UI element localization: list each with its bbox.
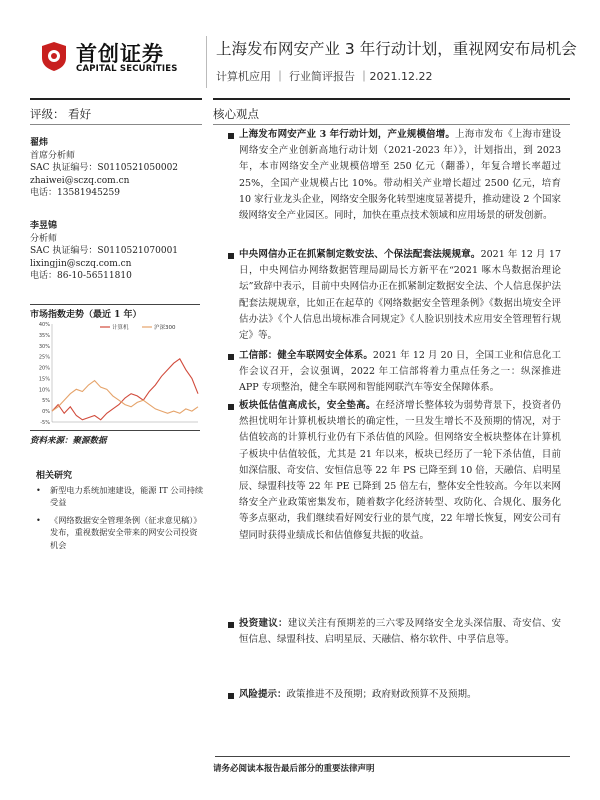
report-subtitle: 计算机应用 ｜ 行业简评报告 ｜2021.12.22 <box>216 70 433 83</box>
paragraph-text: 2021 年 12 月 20 日，全国工业和信息化工作会议召开，会议强调，2022 年工信部将着力重点任务之一：纵深推进 APP 专项整治，健全车联网和智能网联汽车等安全保障体系。 <box>239 350 561 394</box>
logo-english-name: CAPITAL SECURITIES <box>76 64 178 74</box>
analyst-email[interactable]: zhaiwei@sczq.com.cn <box>30 175 130 186</box>
analyst-card <box>30 220 178 283</box>
square-bullet-icon <box>228 354 234 360</box>
paragraph-lead: 投资建议： <box>239 618 288 629</box>
analyst-sac: SAC 执证编号：S0110521070001 <box>30 246 179 257</box>
viewpoint-paragraph <box>239 127 561 224</box>
square-bullet-icon <box>228 404 234 410</box>
chart-bottom-rule <box>30 430 200 431</box>
paragraph-text: 政策推进不及预期；政府财政预算不及预期。 <box>286 689 477 700</box>
report-title: 上海发布网安产业 3 年行动计划，重视网安布局机会 <box>216 40 577 58</box>
analyst-name: 李昱锦 <box>30 221 58 231</box>
main-rule <box>213 124 570 125</box>
bullet-icon: • <box>36 485 41 495</box>
analyst-sac: SAC 执证编号：S0110521050002 <box>30 163 179 174</box>
y-tick-label: 0% <box>42 409 50 416</box>
analyst-phone: 电话：86-10-56511810 <box>30 271 132 282</box>
y-tick-label: 25% <box>38 354 50 361</box>
company-logo <box>38 40 208 80</box>
y-tick-label: 20% <box>38 365 50 372</box>
analyst-title: 分析师 <box>30 233 58 244</box>
logo-chinese-name: 首创证券 <box>76 42 164 66</box>
bullet-icon: • <box>36 515 41 525</box>
legal-disclaimer: 请务必阅读本报告最后部分的重要法律声明 <box>213 764 375 774</box>
sidebar-rule <box>30 124 202 125</box>
analyst-email[interactable]: lixingjin@sczq.com.cn <box>30 258 132 269</box>
legend-label: 沪深300 <box>154 325 176 331</box>
viewpoint-paragraph <box>239 616 561 648</box>
related-item-text[interactable]: 新型电力系统加速建设，能源 IT 公司持续受益 <box>50 485 204 508</box>
chart-top-rule <box>30 304 200 305</box>
related-item[interactable] <box>36 514 204 551</box>
y-tick-label: -5% <box>40 420 50 426</box>
y-tick-label: 15% <box>38 376 50 383</box>
core-viewpoints-heading: 核心观点 <box>213 107 259 121</box>
related-item-text[interactable]: 《网络数据安全管理条例（征求意见稿）》发布，重视数据安全带来的网安公司投资机会 <box>50 515 202 550</box>
square-bullet-icon <box>228 133 234 139</box>
paragraph-lead: 上海发布网安产业 3 年行动计划，产业规模倍增。 <box>239 129 456 140</box>
series-line <box>52 381 198 414</box>
y-tick-label: 30% <box>38 343 50 350</box>
paragraph-text: 2021 年 12 月 17 日，中央网信办网络数据管理局副局长方新平在“2021 啄木鸟数据治理论坛”致辞中表示，目前中央网信办正在抓紧制定数据安全法、个人信息保护法配套法规规章，比如正在起草的《网络数据安全管理条例》《数据出境安全评估办法》《个人信息出境标准合同规定》《人脸识别技术应用安全管理暂行规定》等。 <box>239 249 561 342</box>
paragraph-text: 建议关注有预期差的三六零及网络安全龙头深信服、奇安信、安恒信息、绿盟科技、启明星辰、天融信、格尔软件、中孚信息等。 <box>239 618 561 646</box>
header-divider <box>206 36 207 88</box>
legend-label: 计算机 <box>112 325 129 331</box>
paragraph-lead: 工信部：健全车联网安全体系。 <box>239 350 373 361</box>
capital-securities-logo-icon <box>38 40 70 72</box>
sidebar-top-rule <box>30 98 202 100</box>
market-index-chart <box>30 318 202 426</box>
viewpoint-paragraph <box>239 348 561 397</box>
square-bullet-icon <box>228 253 234 259</box>
paragraph-text: 在经济增长整体较为弱势背景下，投资者仍然担忧明年计算机板块增长的确定性，一旦发生增长不及预期的情况，对于估值较高的计算机行业仍有下杀估值的风险。但网络安全板块整体在计算机子板块中估值较低，尤其是 21 年以来，板块已经历了一轮下杀估值，目前如深信服、奇安信、安恒信息等 22 年 PS 已降至到 10 倍，天融信、启明星辰、绿盟科技等 22 年 PE 已降到 25 倍左右，整体安全性较高。今年以来网络安全产业政策密集发布，随着数字化经济转型、攻防化、合规化、服务化等多点驱动，我们继续看好网安行业的景气度，22 年增长恢复，网安公司有望同时获得业绩成长和估值修复共振的收益。 <box>239 400 561 541</box>
chart-title: 市场指数走势（最近 1 年） <box>30 310 142 320</box>
viewpoint-paragraph <box>239 398 561 544</box>
viewpoint-paragraph <box>239 247 561 344</box>
y-tick-label: 35% <box>38 332 50 339</box>
chart-source: 资料来源：聚源数据 <box>30 436 107 446</box>
y-tick-label: 10% <box>38 387 50 394</box>
y-tick-label: 5% <box>42 398 50 405</box>
square-bullet-icon <box>228 622 234 628</box>
viewpoint-paragraph <box>239 687 561 703</box>
paragraph-lead: 风险提示： <box>239 689 287 700</box>
analyst-card <box>30 137 178 200</box>
y-tick-label: 40% <box>38 322 50 328</box>
report-header <box>0 0 600 96</box>
related-item[interactable] <box>36 484 204 509</box>
footer-rule <box>215 756 570 757</box>
main-top-rule <box>213 98 570 100</box>
square-bullet-icon <box>228 693 234 699</box>
related-research-heading: 相关研究 <box>36 471 73 481</box>
paragraph-lead: 中央网信办正在抓紧制定数安法、个保法配套法规规章。 <box>239 249 481 260</box>
paragraph-lead: 板块低估值高成长，安全垫高。 <box>239 400 376 411</box>
analyst-title: 首席分析师 <box>30 150 76 161</box>
series-line <box>52 359 198 420</box>
paragraph-text: 上海市发布《上海市建设网络安全产业创新高地行动计划（2021-2023 年）》，计划指出，到 2023 年，本市网络安全产业规模倍增至 250 亿元（翻番），年复合增长率超过 25%，全国产业规模占比 10%。带动相关产业增长超过 2500 亿元，培育 10 家行业龙头企业，网络安全服务化转型速度显著提升，推动建设 2 个国家级网络安全产业园区。同时，加快在重点技术领域和应用场景的研发创新。 <box>239 129 561 222</box>
rating: 评级： 看好 <box>30 107 92 121</box>
analyst-name: 翟炜 <box>30 138 49 148</box>
analyst-phone: 电话：13581945259 <box>30 188 120 199</box>
